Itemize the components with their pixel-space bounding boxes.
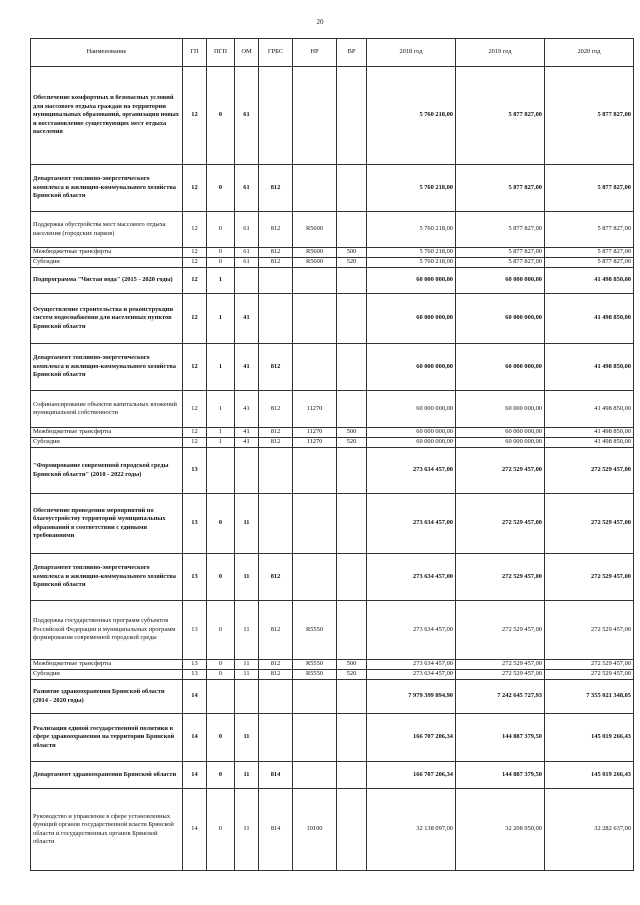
cell-2018: 60 000 000,00 [367, 294, 456, 344]
cell-2020: 5 877 827,00 [545, 258, 634, 268]
cell-2018: 5 760 218,00 [367, 67, 456, 165]
cell-nr: 11270 [293, 391, 337, 428]
cell-2019: 5 877 827,00 [456, 258, 545, 268]
cell-name: Департамент топливно-энергетического комплекса и жилищно-коммунального хозяйства Брянской области [31, 344, 183, 391]
cell-gp: 14 [183, 680, 207, 714]
cell-2019: 5 877 827,00 [456, 165, 545, 212]
cell-vr [337, 391, 367, 428]
cell-gp: 13 [183, 494, 207, 554]
cell-2019: 60 000 000,00 [456, 344, 545, 391]
cell-gp: 14 [183, 789, 207, 871]
cell-nr: R5550 [293, 660, 337, 670]
cell-pgp: 0 [207, 212, 235, 248]
header-om: ОМ [235, 39, 259, 67]
cell-gp: 12 [183, 165, 207, 212]
cell-vr [337, 494, 367, 554]
cell-2019: 60 000 000,00 [456, 268, 545, 294]
cell-om: 41 [235, 428, 259, 438]
cell-2020: 5 877 827,00 [545, 165, 634, 212]
table-row [31, 660, 634, 670]
cell-om: 61 [235, 67, 259, 165]
cell-vr [337, 212, 367, 248]
cell-2019: 32 208 950,00 [456, 789, 545, 871]
cell-gp: 14 [183, 714, 207, 762]
cell-om: 11 [235, 601, 259, 660]
cell-gp: 12 [183, 391, 207, 428]
cell-om: 11 [235, 554, 259, 601]
cell-pgp: 0 [207, 554, 235, 601]
cell-om: 11 [235, 714, 259, 762]
cell-om [235, 448, 259, 494]
cell-gp: 12 [183, 294, 207, 344]
cell-2018: 273 634 457,00 [367, 494, 456, 554]
cell-2020: 41 498 850,00 [545, 294, 634, 344]
cell-vr [337, 268, 367, 294]
cell-2019: 5 877 827,00 [456, 212, 545, 248]
cell-vr [337, 344, 367, 391]
cell-grbs: 812 [259, 670, 293, 680]
cell-pgp: 0 [207, 714, 235, 762]
cell-name: Департамент топливно-энергетического комплекса и жилищно-коммунального хозяйства Брянской области [31, 554, 183, 601]
cell-vr [337, 762, 367, 789]
cell-nr [293, 714, 337, 762]
table-row [31, 714, 634, 762]
cell-nr: R5600 [293, 212, 337, 248]
cell-gp: 12 [183, 438, 207, 448]
cell-gp: 13 [183, 670, 207, 680]
cell-vr [337, 67, 367, 165]
cell-name: Межбюджетные трансферты [31, 660, 183, 670]
header-pgp: ПГП [207, 39, 235, 67]
cell-2019: 144 887 379,50 [456, 714, 545, 762]
cell-gp: 12 [183, 258, 207, 268]
cell-om: 61 [235, 248, 259, 258]
header-2018: 2018 год [367, 39, 456, 67]
table-row [31, 438, 634, 448]
cell-grbs [259, 448, 293, 494]
cell-pgp: 0 [207, 601, 235, 660]
cell-nr [293, 680, 337, 714]
cell-2020: 41 498 850,00 [545, 268, 634, 294]
cell-nr [293, 67, 337, 165]
cell-grbs: 812 [259, 554, 293, 601]
table-row [31, 448, 634, 494]
cell-grbs: 812 [259, 344, 293, 391]
cell-2018: 32 138 097,00 [367, 789, 456, 871]
cell-name: Обеспечение комфортных и безопасных условий для массового отдыха граждан на территории муниципальных образований, организация новых и восстановление существующих мест отдыха населения [31, 67, 183, 165]
cell-om: 11 [235, 660, 259, 670]
cell-2020: 41 498 850,00 [545, 344, 634, 391]
cell-name: Субсидии [31, 258, 183, 268]
table-row [31, 67, 634, 165]
cell-nr: R5550 [293, 670, 337, 680]
cell-2020: 41 498 850,00 [545, 428, 634, 438]
cell-name: Обеспечение проведения мероприятий по благоустройству территорий муниципальных образований в соответствии с едиными требованиями [31, 494, 183, 554]
cell-grbs [259, 494, 293, 554]
table-row [31, 601, 634, 660]
cell-pgp: 0 [207, 165, 235, 212]
cell-grbs: 812 [259, 438, 293, 448]
cell-pgp: 0 [207, 248, 235, 258]
cell-2019: 144 887 379,50 [456, 762, 545, 789]
cell-nr [293, 294, 337, 344]
cell-nr [293, 165, 337, 212]
cell-grbs: 812 [259, 391, 293, 428]
cell-nr [293, 762, 337, 789]
cell-2018: 5 760 218,00 [367, 258, 456, 268]
cell-gp: 12 [183, 212, 207, 248]
cell-om [235, 680, 259, 714]
cell-pgp: 0 [207, 258, 235, 268]
cell-om: 41 [235, 438, 259, 448]
header-vr: ВР [337, 39, 367, 67]
cell-2019: 272 529 457,00 [456, 554, 545, 601]
cell-nr: 11270 [293, 438, 337, 448]
cell-2019: 272 529 457,00 [456, 670, 545, 680]
cell-vr [337, 165, 367, 212]
cell-gp: 14 [183, 762, 207, 789]
cell-om: 41 [235, 391, 259, 428]
cell-gp: 12 [183, 428, 207, 438]
cell-2018: 5 760 218,00 [367, 248, 456, 258]
cell-pgp [207, 448, 235, 494]
cell-nr: R5550 [293, 601, 337, 660]
cell-name: "Формирование современной городской среды Брянской области" (2018 - 2022 годы) [31, 448, 183, 494]
cell-2020: 41 498 850,00 [545, 438, 634, 448]
cell-2018: 273 634 457,00 [367, 554, 456, 601]
cell-2019: 5 877 827,00 [456, 67, 545, 165]
cell-2020: 5 877 827,00 [545, 67, 634, 165]
table-row [31, 268, 634, 294]
table-row [31, 762, 634, 789]
cell-2018: 273 634 457,00 [367, 660, 456, 670]
cell-pgp: 1 [207, 344, 235, 391]
header-name: Наименование [31, 39, 183, 67]
cell-vr [337, 789, 367, 871]
cell-2019: 5 877 827,00 [456, 248, 545, 258]
cell-2020: 272 529 457,00 [545, 448, 634, 494]
cell-grbs: 812 [259, 601, 293, 660]
cell-grbs: 814 [259, 789, 293, 871]
table-row [31, 670, 634, 680]
cell-name: Осуществление строительства и реконструкции систем водоснабжения для населенных пунктов Брянской области [31, 294, 183, 344]
cell-2020: 145 019 266,43 [545, 714, 634, 762]
cell-nr [293, 448, 337, 494]
table-row [31, 258, 634, 268]
cell-name: Субсидии [31, 438, 183, 448]
cell-grbs: 812 [259, 428, 293, 438]
table-row [31, 680, 634, 714]
cell-om: 41 [235, 294, 259, 344]
cell-2020: 272 529 457,00 [545, 494, 634, 554]
cell-vr [337, 680, 367, 714]
cell-2018: 5 760 218,00 [367, 212, 456, 248]
cell-grbs [259, 67, 293, 165]
cell-2020: 7 355 021 348,05 [545, 680, 634, 714]
cell-2020: 32 282 637,00 [545, 789, 634, 871]
cell-gp: 12 [183, 67, 207, 165]
cell-gp: 13 [183, 660, 207, 670]
cell-om: 61 [235, 165, 259, 212]
cell-om: 11 [235, 494, 259, 554]
cell-grbs: 812 [259, 248, 293, 258]
cell-2018: 60 000 000,00 [367, 391, 456, 428]
cell-name: Межбюджетные трансферты [31, 248, 183, 258]
table-row [31, 554, 634, 601]
cell-name: Поддержка обустройства мест массового отдыха населения (городских парков) [31, 212, 183, 248]
cell-vr [337, 601, 367, 660]
header-2019: 2019 год [456, 39, 545, 67]
cell-2018: 273 634 457,00 [367, 670, 456, 680]
cell-gp: 13 [183, 448, 207, 494]
header-nr: НР [293, 39, 337, 67]
cell-grbs [259, 268, 293, 294]
table-header-row [31, 39, 634, 67]
table-row [31, 789, 634, 871]
cell-pgp: 1 [207, 428, 235, 438]
cell-gp: 12 [183, 268, 207, 294]
cell-pgp [207, 680, 235, 714]
cell-pgp: 1 [207, 268, 235, 294]
cell-vr: 500 [337, 428, 367, 438]
cell-2018: 60 000 000,00 [367, 344, 456, 391]
budget-table [30, 38, 634, 871]
cell-om: 11 [235, 762, 259, 789]
cell-2018: 7 979 399 894,90 [367, 680, 456, 714]
cell-vr: 500 [337, 248, 367, 258]
cell-2019: 60 000 000,00 [456, 294, 545, 344]
header-grbs: ГРБС [259, 39, 293, 67]
cell-2018: 60 000 000,00 [367, 268, 456, 294]
cell-2018: 60 000 000,00 [367, 438, 456, 448]
cell-name: Реализация единой государственной политики в сфере здравоохранения на территории Брянской области [31, 714, 183, 762]
cell-2018: 166 707 206,34 [367, 762, 456, 789]
cell-grbs: 812 [259, 212, 293, 248]
table-row [31, 391, 634, 428]
cell-vr [337, 714, 367, 762]
cell-gp: 13 [183, 554, 207, 601]
cell-grbs [259, 714, 293, 762]
cell-2018: 166 707 206,34 [367, 714, 456, 762]
cell-name: Софинансирование объектов капитальных вложений муниципальной собственности [31, 391, 183, 428]
cell-name: Субсидии [31, 670, 183, 680]
cell-grbs [259, 294, 293, 344]
cell-pgp: 0 [207, 670, 235, 680]
cell-vr: 520 [337, 258, 367, 268]
cell-2020: 5 877 827,00 [545, 248, 634, 258]
cell-nr: 10100 [293, 789, 337, 871]
cell-gp: 12 [183, 248, 207, 258]
cell-name: Подпрограмма "Чистая вода" (2015 - 2020 годы) [31, 268, 183, 294]
cell-name: Поддержка государственных программ субъектов Российской Федерации и муниципальных программ формирования современной городской среды [31, 601, 183, 660]
cell-2018: 5 760 218,00 [367, 165, 456, 212]
cell-pgp: 1 [207, 438, 235, 448]
cell-2020: 272 529 457,00 [545, 670, 634, 680]
cell-om: 11 [235, 670, 259, 680]
cell-2020: 272 529 457,00 [545, 601, 634, 660]
cell-nr: R5600 [293, 258, 337, 268]
table-row [31, 165, 634, 212]
cell-grbs: 814 [259, 762, 293, 789]
cell-2019: 272 529 457,00 [456, 601, 545, 660]
cell-pgp: 0 [207, 660, 235, 670]
cell-om: 61 [235, 212, 259, 248]
cell-gp: 12 [183, 344, 207, 391]
cell-pgp: 0 [207, 762, 235, 789]
cell-2018: 60 000 000,00 [367, 428, 456, 438]
cell-vr [337, 554, 367, 601]
cell-2019: 272 529 457,00 [456, 494, 545, 554]
cell-nr [293, 344, 337, 391]
cell-name: Департамент здравоохранения Брянской области [31, 762, 183, 789]
cell-vr: 520 [337, 438, 367, 448]
cell-om: 61 [235, 258, 259, 268]
table-row [31, 248, 634, 258]
cell-pgp: 1 [207, 294, 235, 344]
cell-2020: 272 529 457,00 [545, 660, 634, 670]
cell-grbs: 812 [259, 660, 293, 670]
cell-om: 41 [235, 344, 259, 391]
cell-pgp: 0 [207, 67, 235, 165]
cell-nr: 11270 [293, 428, 337, 438]
cell-2019: 272 529 457,00 [456, 448, 545, 494]
table-row [31, 428, 634, 438]
table-row [31, 212, 634, 248]
page-number: 20 [316, 18, 324, 26]
cell-name: Межбюджетные трансферты [31, 428, 183, 438]
cell-nr [293, 554, 337, 601]
cell-2020: 5 877 827,00 [545, 212, 634, 248]
cell-grbs: 812 [259, 165, 293, 212]
cell-pgp: 1 [207, 391, 235, 428]
cell-grbs [259, 680, 293, 714]
cell-nr [293, 268, 337, 294]
table-row [31, 344, 634, 391]
cell-name: Руководство и управление в сфере установленных функций органов государственной власти Брянской области и государственных органов Брянской области [31, 789, 183, 871]
cell-name: Развитие здравоохранения Брянской области (2014 - 2020 годы) [31, 680, 183, 714]
cell-nr [293, 494, 337, 554]
cell-2019: 60 000 000,00 [456, 428, 545, 438]
cell-2020: 41 498 850,00 [545, 391, 634, 428]
cell-2019: 60 000 000,00 [456, 438, 545, 448]
cell-vr: 520 [337, 670, 367, 680]
header-2020: 2020 год [545, 39, 634, 67]
cell-2019: 60 000 000,00 [456, 391, 545, 428]
cell-pgp: 0 [207, 789, 235, 871]
cell-grbs: 812 [259, 258, 293, 268]
cell-nr: R5600 [293, 248, 337, 258]
cell-2019: 272 529 457,00 [456, 660, 545, 670]
cell-2019: 7 242 645 727,93 [456, 680, 545, 714]
table-row [31, 494, 634, 554]
cell-om [235, 268, 259, 294]
cell-2020: 272 529 457,00 [545, 554, 634, 601]
header-gp: ГП [183, 39, 207, 67]
cell-2018: 273 634 457,00 [367, 601, 456, 660]
cell-name: Департамент топливно-энергетического комплекса и жилищно-коммунального хозяйства Брянской области [31, 165, 183, 212]
cell-2020: 145 019 266,43 [545, 762, 634, 789]
cell-pgp: 0 [207, 494, 235, 554]
cell-vr [337, 448, 367, 494]
table-row [31, 294, 634, 344]
cell-2018: 273 634 457,00 [367, 448, 456, 494]
cell-vr [337, 294, 367, 344]
cell-vr: 500 [337, 660, 367, 670]
cell-gp: 13 [183, 601, 207, 660]
cell-om: 11 [235, 789, 259, 871]
